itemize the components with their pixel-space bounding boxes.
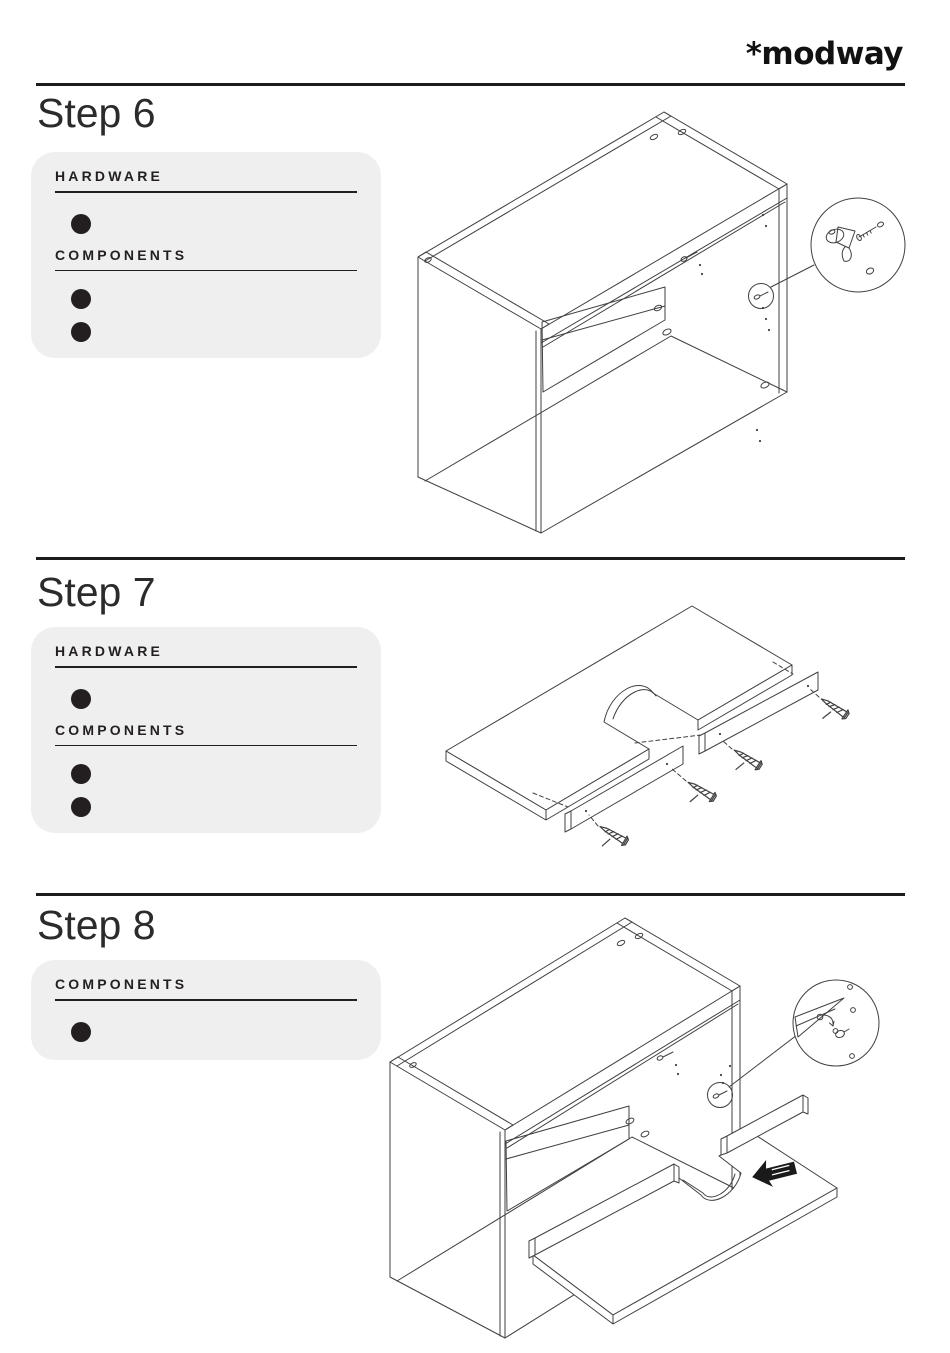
cam-lock-icon bbox=[680, 252, 697, 262]
step7-divider bbox=[36, 557, 905, 560]
magnifier-source-circle bbox=[749, 265, 815, 309]
leader-line bbox=[771, 265, 814, 287]
step7-parts-panel bbox=[31, 627, 381, 833]
step7-illustration bbox=[420, 585, 935, 870]
bullet-dot bbox=[71, 797, 91, 817]
magnifier-source-circle bbox=[708, 1083, 733, 1108]
pilot-holes bbox=[675, 1064, 731, 1084]
step8-title: Step 8 bbox=[37, 902, 156, 948]
step6-title: Step 6 bbox=[37, 90, 156, 136]
components-label: COMPONENTS bbox=[55, 721, 188, 738]
step6-illustration bbox=[400, 100, 920, 555]
bullet-dot bbox=[71, 764, 91, 784]
sliding-shelf bbox=[529, 1095, 837, 1324]
components-label: COMPONENTS bbox=[55, 976, 188, 992]
components-label: COMPONENTS bbox=[55, 246, 188, 263]
hardware-underline bbox=[55, 666, 357, 668]
components-underline bbox=[55, 270, 357, 272]
components-underline bbox=[55, 745, 357, 747]
hardware-label: HARDWARE bbox=[55, 168, 164, 184]
bullet-dot bbox=[71, 689, 91, 709]
step7-title: Step 7 bbox=[37, 569, 156, 615]
magnifier-detail-circle bbox=[793, 980, 879, 1066]
bullet-dot bbox=[71, 1022, 91, 1042]
hardware-label: HARDWARE bbox=[55, 643, 164, 659]
components-underline bbox=[55, 999, 357, 1001]
step8-parts-panel bbox=[31, 960, 381, 1060]
modway-logo: *modway bbox=[745, 36, 903, 72]
bullet-dot bbox=[71, 322, 91, 342]
hardware-underline bbox=[55, 191, 357, 193]
bullet-dot bbox=[71, 214, 91, 234]
magnifier-detail-circle bbox=[811, 198, 905, 292]
cabinet-frame bbox=[418, 112, 787, 533]
header-divider bbox=[36, 83, 905, 86]
bullet-dot bbox=[71, 289, 91, 309]
step6-parts-panel bbox=[31, 152, 381, 358]
step8-illustration bbox=[383, 893, 940, 1353]
